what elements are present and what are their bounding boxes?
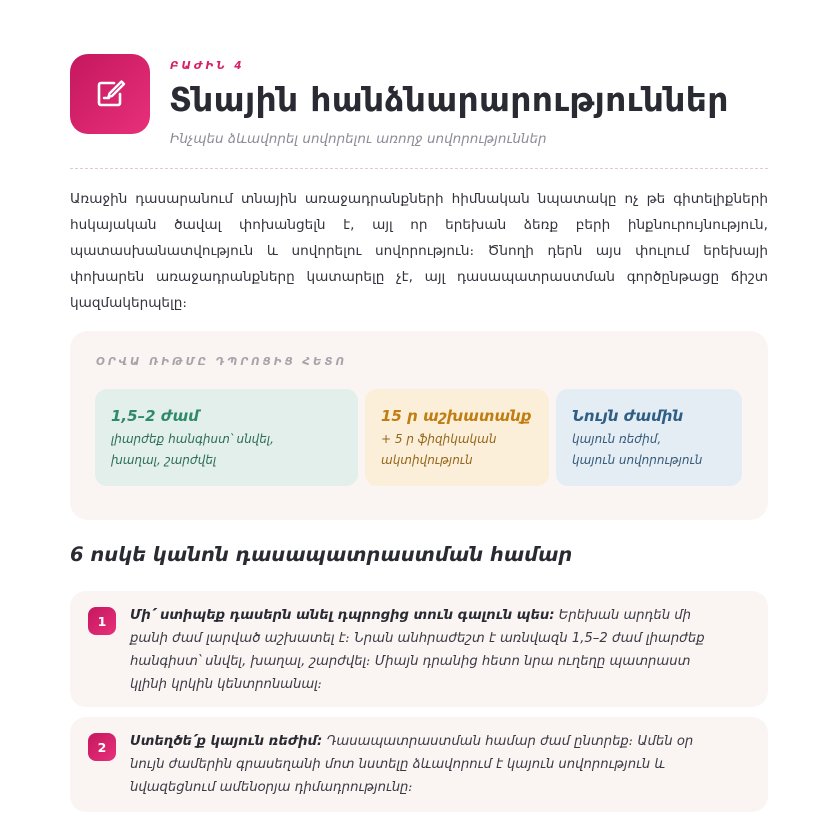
tile-title: Նույն ժամին <box>572 407 684 425</box>
work-tile <box>365 389 549 486</box>
rest-tile <box>95 389 358 486</box>
daily-rhythm-label: ՕՐՎԱ ՌԻԹՄԸ ԴՊՐՈՑԻՑ ՀԵՏՈ <box>96 356 348 368</box>
page-title: Տնային հանձնարարություններ <box>169 80 729 119</box>
tile-description: լիարժեք հանգիստ՝ սնվել, խաղալ, շարժվել <box>111 432 274 467</box>
header-divider <box>70 168 768 169</box>
rule-title: Մի՛ ստիպեք դասերն անել դպրոցից տուն գալուն պես: <box>130 608 555 623</box>
chapter-label: ԲԱԺԻՆ 4 <box>170 60 245 72</box>
rule-card <box>70 717 768 812</box>
tile-title: 1,5–2 ժամ <box>111 407 199 425</box>
tile-description: + 5 ր ֆիզիկական ակտիվություն <box>381 432 497 467</box>
rule-text <box>130 730 730 799</box>
rule-number-badge: 2 <box>88 733 116 761</box>
same-time-tile <box>556 389 742 486</box>
rule-text <box>130 604 730 696</box>
rule-body: Դասապատրաստման համար ժամ ընտրեք։ Ամեն օր նույն ժամերին գրասեղանի մոտ նստելը ձևավորում է կայուն սովորություն և նվազեցնում ամենօրյա դիմադրությունը։ <box>130 734 694 795</box>
rule-card <box>70 591 768 707</box>
daily-rhythm-card <box>70 331 768 520</box>
intro-paragraph: Առաջին դասարանում տնային առաջադրանքների հիմնական նպատակը ոչ թե գիտելիքների հսկայական ծավալ փոխանցելն է, այլ որ երեխան ձեռք բերի ինքնուրույնություն, պատասխանատվություն և սովորելու սովորություն։ Ծնողի դերն այս փուլում երեխայի փոխարեն առաջադրանքները կատարելը չէ, այլ դասապատրաստման գործընթացը ճիշտ կազմակերպելը։ <box>70 191 768 311</box>
tile-description: կայուն ռեժիմ, կայուն սովորություն <box>572 432 703 467</box>
edit-note-icon <box>92 76 128 112</box>
page-subtitle: Ինչպես ձևավորել սովորելու առողջ սովորություններ <box>170 131 547 147</box>
rule-number-badge: 1 <box>88 607 116 635</box>
rule-body: Երեխան արդեն մի քանի ժամ լարված աշխատել է։ Նրան անհրաժեշտ է առնվազն 1,5–2 ժամ լիարժեք հանգիստ՝ սնվել, խաղալ, շարժվել։ Միայն դրանից հետո նրա ուղեղը պատրաստ կլինի կրկին կենտրոնանալ։ <box>130 608 705 692</box>
chapter-header <box>70 54 768 169</box>
tile-title: 15 ր աշխատանք <box>381 407 532 425</box>
rule-title: Ստեղծե՛ք կայուն ռեժիմ: <box>130 734 323 749</box>
chapter-icon-box <box>70 54 150 134</box>
rules-heading: 6 ոսկե կանոն դասապատրաստման համար <box>70 543 573 566</box>
